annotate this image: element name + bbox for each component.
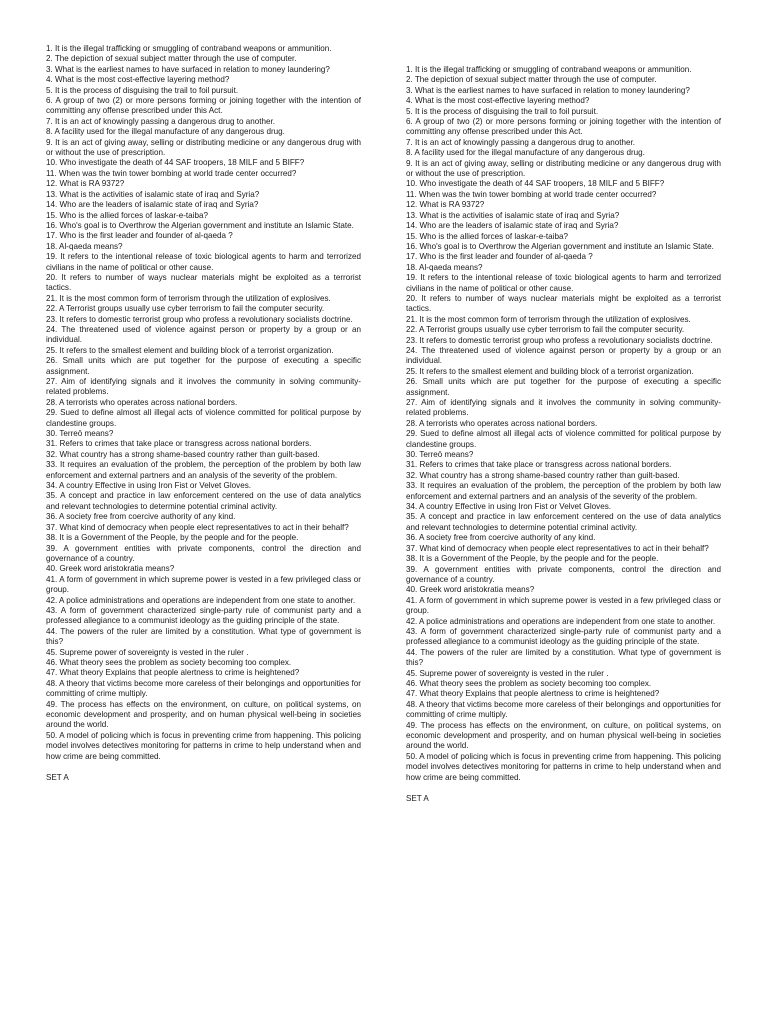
question-item: 48. A theory that victims become more careless of their belongings and opportunities for committing of crime multiply. [46, 678, 361, 699]
question-item: 24. The threatened used of violence against person or property by a group or an individual. [406, 345, 721, 366]
question-item: 22. A Terrorist groups usually use cyber terrorism to fail the computer security. [46, 304, 325, 314]
question-item: 28. A terrorists who operates across national borders. [46, 397, 238, 407]
question-item: 33. It requires an evaluation of the problem, the perception of the problem by both law enforcement and external partners and an analysis of the severity of the problem. [46, 460, 361, 480]
question-item: 20. It refers to number of ways nuclear materials might be exploited as a terrorist tactics. [46, 272, 361, 293]
question-item: 43. A form of government characterized single-party rule of communist party and a professed allegiance to a communist ideology as the guiding principle of the state. [46, 605, 361, 626]
question-item: 18. Al-qaeda means? [406, 262, 483, 272]
question-item: 26. Small units which are put together for the purpose of executing a specific assignment. [46, 356, 361, 376]
question-item: 41. A form of government in which supreme power is vested in a few privileged class or group. [46, 574, 361, 595]
question-item: 15. Who is the allied forces of laskar-e-taiba? [46, 210, 208, 220]
question-item: 18. Al-qaeda means? [46, 241, 123, 251]
question-item: 32. What country has a strong shame-based country rather than guilt-based. [46, 449, 320, 459]
question-item: 44. The powers of the ruler are limited by a constitution. What type of government is this? [406, 647, 721, 668]
question-column-left [46, 44, 361, 783]
question-item: 8. A facility used for the illegal manufacture of any dangerous drug. [406, 148, 645, 158]
question-item: 37. What kind of democracy when people elect representatives to act in their behalf? [406, 543, 709, 553]
question-item: 14. Who are the leaders of isalamic state of iraq and Syria? [46, 200, 259, 210]
question-item: 19. It refers to the intentional release of toxic biological agents to harm and terrorized civilians in the name of political or other cause. [406, 273, 721, 293]
question-item: 39. A government entities with private components, control the direction and governance of a country. [46, 543, 361, 563]
question-item: 39. A government entities with private components, control the direction and governance of a country. [406, 564, 721, 584]
question-item: 32. What country has a strong shame-based country rather than guilt-based. [406, 470, 680, 480]
question-item: 2. The depiction of sexual subject matter through the use of computer. [46, 54, 297, 64]
question-item: 1. It is the illegal trafficking or smuggling of contraband weapons or ammunition. [406, 65, 692, 74]
question-item: 43. A form of government characterized single-party rule of communist party and a professed allegiance to a communist ideology as the guiding principle of the state. [406, 626, 721, 647]
question-item: 6. A group of two (2) or more persons forming or joining together with the intention of committing any offense prescribed under this Act. [406, 117, 721, 137]
question-item: 42. A police administrations and operations are independent from one state to another. [406, 616, 716, 626]
question-item: 30. Terreō means? [46, 429, 114, 439]
question-item: 14. Who are the leaders of isalamic state of iraq and Syria? [406, 221, 619, 231]
question-item: 21. It is the most common form of terrorism through the utilization of explosives. [46, 293, 331, 303]
question-item: 42. A police administrations and operations are independent from one state to another. [46, 595, 356, 605]
question-item: 29. Sued to define almost all illegal acts of violence committed for political purpose by clandestine groups. [406, 429, 721, 449]
question-item: 34. A country Effective in using Iron Fist or Velvet Gloves. [46, 481, 251, 491]
question-list [46, 44, 361, 762]
question-item: 47. What theory Explains that people alertness to crime is heightened? [406, 689, 660, 699]
question-item: 21. It is the most common form of terrorism through the utilization of explosives. [406, 314, 691, 324]
question-item: 13. What is the activities of isalamic state of iraq and Syria? [46, 189, 260, 199]
question-item: 25. It refers to the smallest element and building block of a terrorist organization. [406, 366, 694, 376]
question-item: 41. A form of government in which supreme power is vested in a few privileged class or group. [406, 595, 721, 616]
question-item: 36. A society free from coercive authority of any kind. [406, 533, 596, 543]
set-label: SET A [46, 773, 69, 783]
question-item: 11. When was the twin tower bombing at world trade center occurred? [46, 168, 297, 178]
question-item: 30. Terreō means? [406, 450, 474, 460]
question-item: 16. Who's goal is to Overthrow the Algerian government and institute an Islamic State. [46, 220, 354, 230]
question-item: 27. Aim of identifying signals and it involves the community in solving community-related problems. [406, 398, 721, 418]
question-item: 46. What theory sees the problem as society becoming too complex. [46, 657, 292, 667]
question-item: 2. The depiction of sexual subject matter through the use of computer. [406, 75, 657, 85]
question-item: 17. Who is the first leader and founder of al-qaeda ? [406, 252, 593, 262]
question-item: 44. The powers of the ruler are limited by a constitution. What type of government is this? [46, 626, 361, 647]
question-item: 16. Who's goal is to Overthrow the Algerian government and institute an Islamic State. [406, 241, 714, 251]
question-item: 49. The process has effects on the environment, on culture, on political systems, on economic development and prosperity, and on human physical well-being in societies around the world. [46, 699, 361, 730]
question-item: 28. A terrorists who operates across national borders. [406, 418, 598, 428]
question-item: 4. What is the most cost-effective layering method? [46, 75, 230, 85]
set-label: SET A [406, 794, 429, 804]
question-item: 10. Who investigate the death of 44 SAF troopers, 18 MILF and 5 BIFF? [406, 179, 665, 189]
question-item: 8. A facility used for the illegal manufacture of any dangerous drug. [46, 127, 285, 137]
question-item: 50. A model of policing which is focus in preventing crime from happening. This policing model involves detectives monitoring for patterns in crime to help understand when and how crime are being committed. [406, 751, 721, 782]
question-item: 33. It requires an evaluation of the problem, the perception of the problem by both law enforcement and external partners and an analysis of the severity of the problem. [406, 481, 721, 501]
question-item: 37. What kind of democracy when people elect representatives to act in their behalf? [46, 522, 349, 532]
question-item: 48. A theory that victims become more careless of their belongings and opportunities for committing of crime multiply. [406, 699, 721, 720]
question-item: 17. Who is the first leader and founder of al-qaeda ? [46, 231, 233, 241]
question-item: 7. It is an act of knowingly passing a dangerous drug to another. [46, 116, 276, 126]
question-item: 27. Aim of identifying signals and it involves the community in solving community-related problems. [46, 377, 361, 397]
question-item: 26. Small units which are put together for the purpose of executing a specific assignment. [406, 377, 721, 397]
question-item: 23. It refers to domestic terrorist group who profess a revolutionary socialists doctrine. [406, 335, 713, 345]
question-item: 20. It refers to number of ways nuclear materials might be exploited as a terrorist tactics. [406, 293, 721, 314]
question-column-right [406, 65, 721, 804]
question-item: 7. It is an act of knowingly passing a dangerous drug to another. [406, 137, 636, 147]
question-item: 24. The threatened used of violence against person or property by a group or an individual. [46, 324, 361, 345]
question-item: 12. What is RA 9372? [46, 179, 125, 189]
question-item: 15. Who is the allied forces of laskar-e-taiba? [406, 231, 568, 241]
question-item: 9. It is an act of giving away, selling or distributing medicine or any dangerous drug with or without the use of prescription. [46, 137, 361, 158]
question-item: 25. It refers to the smallest element and building block of a terrorist organization. [46, 345, 334, 355]
question-item: 35. A concept and practice in law enforcement centered on the use of data analytics and relevant technologies to determine potential criminal activity. [46, 491, 361, 511]
question-item: 38. It is a Government of the People, by the people and for the people. [406, 554, 659, 564]
question-item: 50. A model of policing which is focus in preventing crime from happening. This policing model involves detectives monitoring for patterns in crime to help understand when and how crime are being committed. [46, 730, 361, 761]
question-item: 6. A group of two (2) or more persons forming or joining together with the intention of committing any offense prescribed under this Act. [46, 96, 361, 116]
question-item: 38. It is a Government of the People, by the people and for the people. [46, 533, 299, 543]
question-item: 1. It is the illegal trafficking or smuggling of contraband weapons or ammunition. [46, 44, 332, 53]
question-item: 3. What is the earliest names to have surfaced in relation to money laundering? [46, 64, 330, 74]
question-item: 34. A country Effective in using Iron Fist or Velvet Gloves. [406, 502, 611, 512]
question-item: 36. A society free from coercive authority of any kind. [46, 512, 236, 522]
question-item: 29. Sued to define almost all illegal acts of violence committed for political purpose by clandestine groups. [46, 408, 361, 428]
question-item: 22. A Terrorist groups usually use cyber terrorism to fail the computer security. [406, 325, 685, 335]
question-item: 45. Supreme power of sovereignty is vested in the ruler . [46, 647, 249, 657]
question-item: 46. What theory sees the problem as society becoming too complex. [406, 678, 652, 688]
question-item: 40. Greek word aristokratia means? [46, 564, 175, 574]
question-item: 5. It is the process of disguising the trail to foil pursuit. [406, 106, 599, 116]
question-item: 35. A concept and practice in law enforcement centered on the use of data analytics and relevant technologies to determine potential criminal activity. [406, 512, 721, 532]
question-item: 3. What is the earliest names to have surfaced in relation to money laundering? [406, 85, 690, 95]
question-item: 31. Refers to crimes that take place or transgress across national borders. [46, 439, 312, 449]
question-list [406, 65, 721, 783]
question-item: 23. It refers to domestic terrorist group who profess a revolutionary socialists doctrine. [46, 314, 353, 324]
question-item: 11. When was the twin tower bombing at world trade center occurred? [406, 189, 657, 199]
question-item: 45. Supreme power of sovereignty is vested in the ruler . [406, 668, 609, 678]
question-item: 47. What theory Explains that people alertness to crime is heightened? [46, 668, 300, 678]
question-item: 9. It is an act of giving away, selling or distributing medicine or any dangerous drug with or without the use of prescription. [406, 158, 721, 179]
question-item: 12. What is RA 9372? [406, 200, 485, 210]
question-item: 4. What is the most cost-effective layering method? [406, 96, 590, 106]
question-item: 10. Who investigate the death of 44 SAF troopers, 18 MILF and 5 BIFF? [46, 158, 305, 168]
question-item: 5. It is the process of disguising the trail to foil pursuit. [46, 85, 239, 95]
question-item: 49. The process has effects on the environment, on culture, on political systems, on economic development and prosperity, and on human physical well-being in societies around the world. [406, 720, 721, 751]
question-item: 31. Refers to crimes that take place or transgress across national borders. [406, 460, 672, 470]
question-item: 13. What is the activities of isalamic state of iraq and Syria? [406, 210, 620, 220]
question-item: 40. Greek word aristokratia means? [406, 585, 535, 595]
question-item: 19. It refers to the intentional release of toxic biological agents to harm and terrorized civilians in the name of political or other cause. [46, 252, 361, 272]
